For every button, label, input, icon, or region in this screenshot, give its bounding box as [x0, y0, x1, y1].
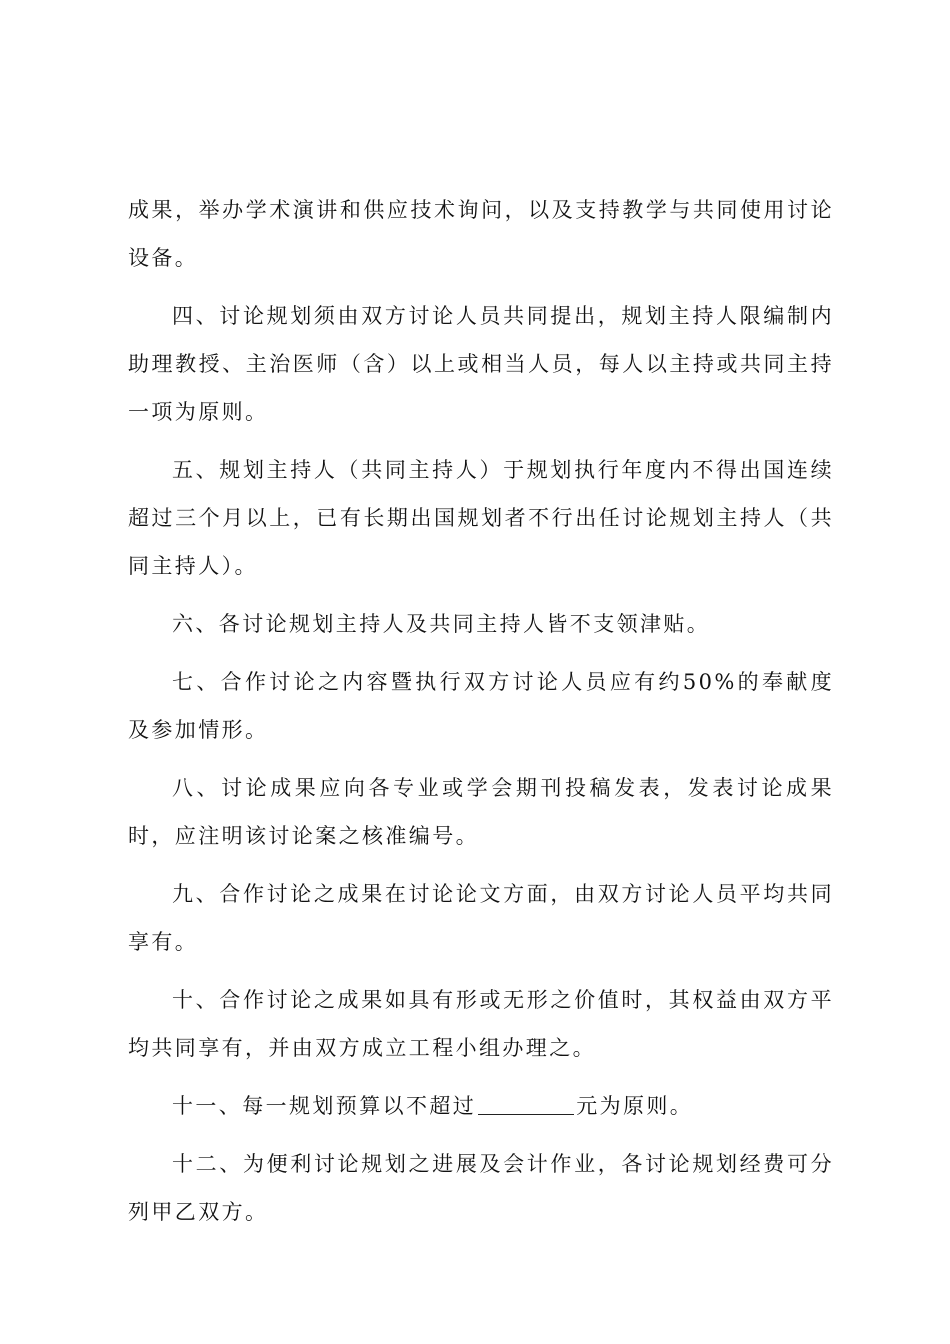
clause-4: 四、讨论规划须由双方讨论人员共同提出，规划主持人限编制内助理教授、主治医师（含）以上或相当人员，每人以主持或共同主持一项为原则。	[128, 304, 834, 424]
clause-12: 十二、为便利讨论规划之进展及会计作业，各讨论规划经费可分列甲乙双方。	[128, 1152, 834, 1224]
clause-11-text-before: 十一、每一规划预算以不超过	[172, 1094, 477, 1118]
clause-11-text-after: 元为原则。	[576, 1094, 694, 1118]
clause-7: 七、合作讨论之内容暨执行双方讨论人员应有约50%的奉献度及参加情形。	[128, 670, 834, 742]
clause-6: 六、各讨论规划主持人及共同主持人皆不支领津贴。	[172, 612, 711, 636]
clause-5: 五、规划主持人（共同主持人）于规划执行年度内不得出国连续超过三个月以上，已有长期出国规划者不行出任讨论规划主持人（共同主持人）。	[128, 458, 834, 578]
budget-blank-line	[478, 1094, 574, 1115]
clause-8: 八、讨论成果应向各专业或学会期刊投稿发表，发表讨论成果时，应注明该讨论案之核准编号。	[128, 776, 834, 848]
paragraph-continuation: 成果，举办学术演讲和供应技术询问，以及支持教学与共同使用讨论设备。	[128, 198, 834, 270]
clause-9: 九、合作讨论之成果在讨论论文方面，由双方讨论人员平均共同享有。	[128, 882, 834, 954]
document-body	[128, 186, 834, 1246]
clause-10: 十、合作讨论之成果如具有形或无形之价值时，其权益由双方平均共同享有，并由双方成立工程小组办理之。	[128, 988, 834, 1060]
clause-11	[128, 1082, 834, 1130]
